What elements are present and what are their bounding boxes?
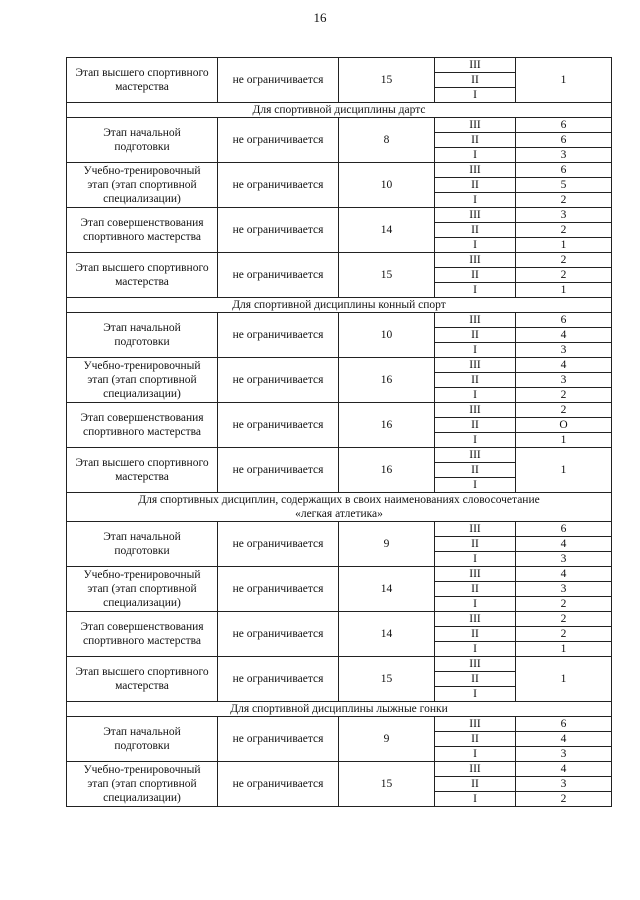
- value-cell: 3: [516, 373, 612, 388]
- value-cell: 6: [516, 313, 612, 328]
- stage-cell: Этап высшего спортивного мастерства: [67, 253, 218, 298]
- category-cell: III: [435, 118, 516, 133]
- stage-cell: Учебно-тренировочный этап (этап спортивной специализации): [67, 163, 218, 208]
- age-cell: не ограничивается: [218, 253, 339, 298]
- age-cell: не ограничивается: [218, 208, 339, 253]
- category-cell: I: [435, 478, 516, 493]
- table-row: [67, 567, 612, 582]
- value-cell: 2: [516, 253, 612, 268]
- section-title: Для спортивной дисциплины конный спорт: [67, 298, 612, 313]
- standards-table: [66, 57, 612, 807]
- category-cell: II: [435, 268, 516, 283]
- category-cell: II: [435, 582, 516, 597]
- value-cell: 4: [516, 537, 612, 552]
- value-cell: 2: [516, 597, 612, 612]
- stage-cell: Учебно-тренировочный этап (этап спортивной специализации): [67, 358, 218, 403]
- category-cell: II: [435, 133, 516, 148]
- age-cell: не ограничивается: [218, 403, 339, 448]
- category-cell: I: [435, 792, 516, 807]
- category-cell: II: [435, 73, 516, 88]
- value-cell: 1: [516, 433, 612, 448]
- value-cell: 1: [516, 642, 612, 657]
- table-row: [67, 118, 612, 133]
- category-cell: III: [435, 717, 516, 732]
- count-cell: 15: [339, 657, 435, 702]
- section-header-row: [67, 298, 612, 313]
- category-cell: I: [435, 388, 516, 403]
- count-cell: 15: [339, 762, 435, 807]
- value-cell: 2: [516, 223, 612, 238]
- count-cell: 16: [339, 448, 435, 493]
- age-cell: не ограничивается: [218, 762, 339, 807]
- category-cell: I: [435, 642, 516, 657]
- age-cell: не ограничивается: [218, 163, 339, 208]
- category-cell: I: [435, 148, 516, 163]
- page-number: 16: [313, 10, 327, 25]
- table-row: [67, 762, 612, 777]
- count-cell: 15: [339, 253, 435, 298]
- category-cell: III: [435, 448, 516, 463]
- count-cell: 10: [339, 163, 435, 208]
- age-cell: не ограничивается: [218, 612, 339, 657]
- value-cell: 2: [516, 612, 612, 627]
- value-cell: 6: [516, 118, 612, 133]
- value-cell: 4: [516, 328, 612, 343]
- value-cell: 2: [516, 627, 612, 642]
- table-row: [67, 657, 612, 672]
- count-cell: 14: [339, 567, 435, 612]
- value-cell: 4: [516, 567, 612, 582]
- category-cell: III: [435, 657, 516, 672]
- value-cell: 3: [516, 343, 612, 358]
- stage-cell: Этап начальной подготовки: [67, 313, 218, 358]
- age-cell: не ограничивается: [218, 657, 339, 702]
- category-cell: III: [435, 163, 516, 178]
- category-cell: II: [435, 537, 516, 552]
- category-cell: I: [435, 238, 516, 253]
- section-header-row: [67, 493, 612, 522]
- category-cell: I: [435, 552, 516, 567]
- value-cell: 2: [516, 792, 612, 807]
- stage-cell: Этап высшего спортивного мастерства: [67, 657, 218, 702]
- count-cell: 16: [339, 358, 435, 403]
- value-cell: 2: [516, 388, 612, 403]
- table-row: [67, 58, 612, 73]
- category-cell: III: [435, 208, 516, 223]
- age-cell: не ограничивается: [218, 358, 339, 403]
- stage-cell: Этап начальной подготовки: [67, 522, 218, 567]
- table-row: [67, 522, 612, 537]
- category-cell: III: [435, 253, 516, 268]
- value-cell: 3: [516, 582, 612, 597]
- section-header-row: [67, 103, 612, 118]
- value-cell: 5: [516, 178, 612, 193]
- category-cell: II: [435, 418, 516, 433]
- category-cell: I: [435, 193, 516, 208]
- category-cell: I: [435, 283, 516, 298]
- value-cell: 4: [516, 732, 612, 747]
- category-cell: II: [435, 223, 516, 238]
- category-cell: I: [435, 597, 516, 612]
- value-cell: 2: [516, 403, 612, 418]
- category-cell: I: [435, 687, 516, 702]
- section-title: Для спортивных дисциплин, содержащих в своих наименованиях словосочетание «легкая атлетика»: [67, 493, 612, 522]
- value-cell: 2: [516, 193, 612, 208]
- value-cell: 6: [516, 133, 612, 148]
- category-cell: III: [435, 522, 516, 537]
- value-cell: 3: [516, 747, 612, 762]
- table-row: [67, 612, 612, 627]
- table-row: [67, 313, 612, 328]
- stage-cell: Этап начальной подготовки: [67, 717, 218, 762]
- category-cell: III: [435, 403, 516, 418]
- stage-cell: Этап совершенствования спортивного мастерства: [67, 612, 218, 657]
- category-cell: II: [435, 178, 516, 193]
- stage-cell: Этап совершенствования спортивного мастерства: [67, 403, 218, 448]
- value-cell: 2: [516, 268, 612, 283]
- section-title: Для спортивной дисциплины лыжные гонки: [67, 702, 612, 717]
- age-cell: не ограничивается: [218, 58, 339, 103]
- value-cell: 1: [516, 238, 612, 253]
- category-cell: III: [435, 762, 516, 777]
- category-cell: II: [435, 777, 516, 792]
- value-cell: O: [516, 418, 612, 433]
- age-cell: не ограничивается: [218, 448, 339, 493]
- category-cell: III: [435, 612, 516, 627]
- value-cell: 6: [516, 717, 612, 732]
- table-row: [67, 253, 612, 268]
- age-cell: не ограничивается: [218, 118, 339, 163]
- value-cell: 6: [516, 522, 612, 537]
- count-cell: 16: [339, 403, 435, 448]
- category-cell: III: [435, 313, 516, 328]
- stage-cell: Этап совершенствования спортивного мастерства: [67, 208, 218, 253]
- value-cell: 3: [516, 148, 612, 163]
- table-row: [67, 208, 612, 223]
- table-row: [67, 717, 612, 732]
- category-cell: II: [435, 732, 516, 747]
- category-cell: III: [435, 358, 516, 373]
- category-cell: II: [435, 328, 516, 343]
- age-cell: не ограничивается: [218, 567, 339, 612]
- age-cell: не ограничивается: [218, 313, 339, 358]
- count-cell: 8: [339, 118, 435, 163]
- value-cell: 1: [516, 448, 612, 493]
- stage-cell: Этап высшего спортивного мастерства: [67, 448, 218, 493]
- count-cell: 9: [339, 522, 435, 567]
- age-cell: не ограничивается: [218, 522, 339, 567]
- stage-cell: Учебно-тренировочный этап (этап спортивной специализации): [67, 567, 218, 612]
- section-header-row: [67, 702, 612, 717]
- value-cell: 1: [516, 58, 612, 103]
- category-cell: I: [435, 433, 516, 448]
- value-cell: 4: [516, 762, 612, 777]
- category-cell: I: [435, 88, 516, 103]
- category-cell: II: [435, 672, 516, 687]
- category-cell: I: [435, 343, 516, 358]
- stage-cell: Этап начальной подготовки: [67, 118, 218, 163]
- count-cell: 15: [339, 58, 435, 103]
- table-row: [67, 448, 612, 463]
- stage-cell: Этап высшего спортивного мастерства: [67, 58, 218, 103]
- category-cell: II: [435, 627, 516, 642]
- section-title: Для спортивной дисциплины дартс: [67, 103, 612, 118]
- table-row: [67, 358, 612, 373]
- category-cell: III: [435, 567, 516, 582]
- value-cell: 4: [516, 358, 612, 373]
- value-cell: 6: [516, 163, 612, 178]
- category-cell: II: [435, 373, 516, 388]
- value-cell: 1: [516, 283, 612, 298]
- category-cell: II: [435, 463, 516, 478]
- count-cell: 14: [339, 612, 435, 657]
- value-cell: 3: [516, 208, 612, 223]
- category-cell: I: [435, 747, 516, 762]
- value-cell: 1: [516, 657, 612, 702]
- count-cell: 14: [339, 208, 435, 253]
- value-cell: 3: [516, 777, 612, 792]
- table-row: [67, 163, 612, 178]
- table-row: [67, 403, 612, 418]
- count-cell: 10: [339, 313, 435, 358]
- age-cell: не ограничивается: [218, 717, 339, 762]
- stage-cell: Учебно-тренировочный этап (этап спортивной специализации): [67, 762, 218, 807]
- count-cell: 9: [339, 717, 435, 762]
- category-cell: III: [435, 58, 516, 73]
- value-cell: 3: [516, 552, 612, 567]
